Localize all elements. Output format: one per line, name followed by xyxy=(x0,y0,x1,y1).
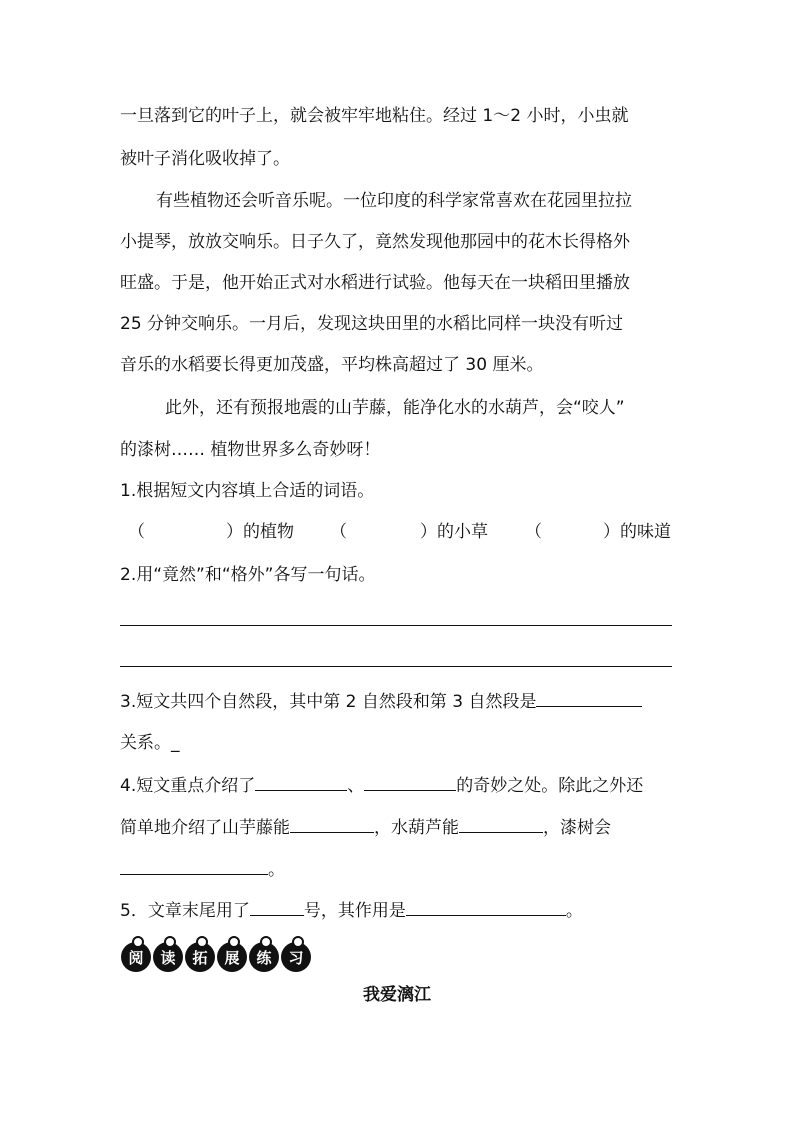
q4-blank-3[interactable] xyxy=(290,814,374,833)
q4-blank-2[interactable] xyxy=(364,772,456,791)
q4-text: ，水葫芦能 xyxy=(374,818,459,838)
passage-line: 此外，还有预报地震的山芋藤，能净化水的水葫芦，会“咬人” xyxy=(165,398,625,418)
passage-line: 被叶子消化吸收掉了。 xyxy=(120,149,290,169)
q1-item-taste: ）的味道 xyxy=(603,522,671,542)
section-badge: 阅 xyxy=(121,942,151,972)
passage-line: 音乐的水稻要长得更加茂盛，平均株高超过了 30 厘米。 xyxy=(120,355,544,375)
question-1: 1.根据短文内容填上合适的词语。 xyxy=(120,481,375,501)
question-3 xyxy=(120,688,642,714)
q1-open-paren: （ xyxy=(525,522,542,542)
next-passage-title: 我爱漓江 xyxy=(363,985,431,1005)
section-badge: 读 xyxy=(153,942,183,972)
section-badge-row xyxy=(121,938,311,972)
question-5 xyxy=(120,897,583,923)
section-badge: 习 xyxy=(281,942,311,972)
q5-text: 号，其作用是 xyxy=(303,901,406,921)
q1-item-grass: ）的小草 xyxy=(420,522,488,542)
passage-line: 一旦落到它的叶子上，就会被牢牢地粘住。经过 1～2 小时，小虫就 xyxy=(120,106,629,126)
q4-blank-5[interactable] xyxy=(120,856,268,875)
passage-line: 25 分钟交响乐。一月后，发现这块田里的水稻比同样一块没有听过 xyxy=(120,314,624,334)
q5-text: 5．文章末尾用了 xyxy=(120,901,250,921)
question-2: 2.用“竟然”和“格外”各写一句话。 xyxy=(120,565,376,585)
passage-line: 旺盛。于是，他开始正式对水稻进行试验。他每天在一块稻田里播放 xyxy=(120,273,630,293)
q1-open-paren: （ xyxy=(128,522,145,542)
question-4 xyxy=(120,772,643,798)
q4-text: 的奇妙之处。除此之外还 xyxy=(456,776,644,796)
passage-line: 有些植物还会听音乐呢。一位印度的科学家常喜欢在花园里拉拉 xyxy=(156,191,632,211)
question-4-cont xyxy=(120,814,611,840)
q3-text-cont: 关系。_ xyxy=(120,733,180,753)
section-badge: 展 xyxy=(217,942,247,972)
q1-open-paren: （ xyxy=(330,522,347,542)
q4-text: 。 xyxy=(268,860,285,880)
q3-text: 3.短文共四个自然段，其中第 2 自然段和第 3 自然段是 xyxy=(120,692,537,712)
q4-blank-4[interactable] xyxy=(459,814,543,833)
answer-line[interactable] xyxy=(120,666,672,667)
passage-line: 的漆树…… 植物世界多么奇妙呀！ xyxy=(120,440,381,460)
question-4-end xyxy=(120,856,285,882)
q4-sep: 、 xyxy=(347,776,365,796)
section-badge: 练 xyxy=(249,942,279,972)
section-badge: 拓 xyxy=(185,942,215,972)
answer-line[interactable] xyxy=(120,625,672,626)
q5-text: 。 xyxy=(565,901,583,921)
q5-blank-1[interactable] xyxy=(250,897,304,916)
q4-blank-1[interactable] xyxy=(255,772,347,791)
q4-text: 4.短文重点介绍了 xyxy=(120,776,256,796)
q1-item-plant: ）的植物 xyxy=(226,522,294,542)
q5-blank-2[interactable] xyxy=(406,897,566,916)
q4-text: ，漆树会 xyxy=(543,818,611,838)
q3-blank[interactable] xyxy=(536,688,642,707)
passage-line: 小提琴，放放交响乐。日子久了，竟然发现他那园中的花木长得格外 xyxy=(120,232,630,252)
q4-text: 简单地介绍了山芋藤能 xyxy=(120,818,290,838)
